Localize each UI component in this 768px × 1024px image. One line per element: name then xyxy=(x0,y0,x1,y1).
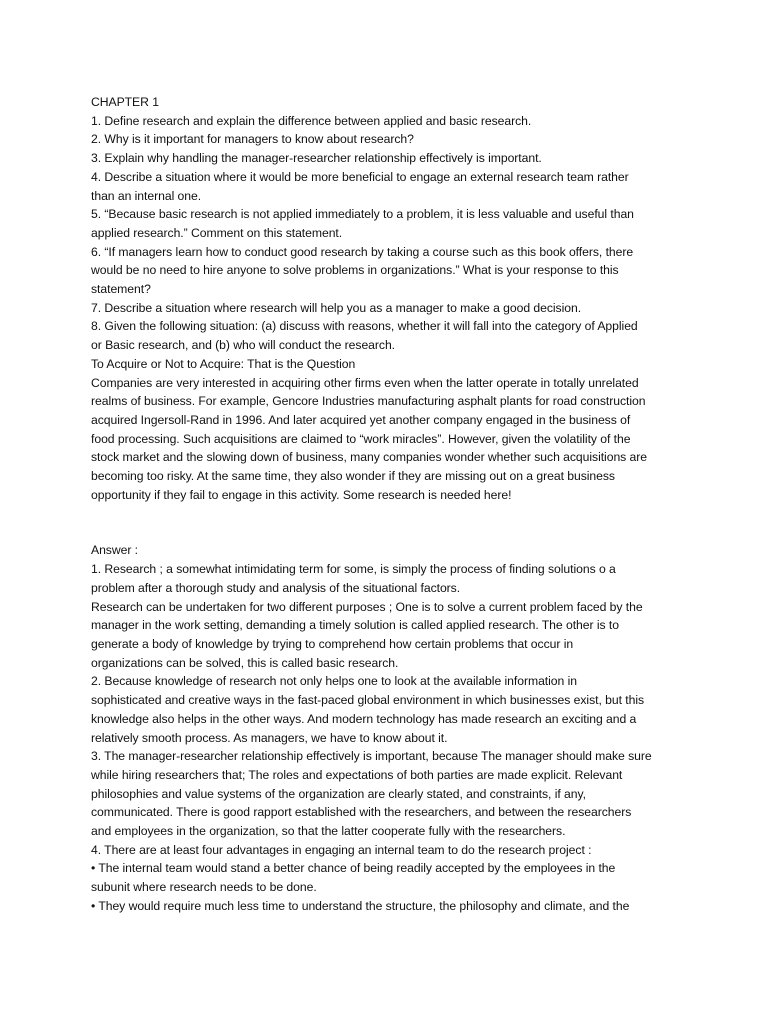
text-line: 8. Given the following situation: (a) discuss with reasons, whether it will fall into the category of Applied xyxy=(91,319,638,334)
text-line: 4. There are at least four advantages in engaging an internal team to do the research project : xyxy=(91,842,592,857)
text-line: Answer : xyxy=(91,543,139,558)
text-line: organizations can be solved, this is called basic research. xyxy=(91,655,399,670)
questions-section xyxy=(91,93,708,504)
text-line: • They would require much less time to understand the structure, the philosophy and climate, and the xyxy=(91,898,630,913)
text-line: 6. “If managers learn how to conduct good research by taking a course such as this book offers, there xyxy=(91,244,634,259)
text-line: generate a body of knowledge by trying to comprehend how certain problems that occur in xyxy=(91,636,574,651)
text-line: opportunity if they fail to engage in this activity. Some research is needed here! xyxy=(91,487,512,502)
text-line: 3. Explain why handling the manager-researcher relationship effectively is important. xyxy=(91,151,542,166)
text-line: 1. Research ; a somewhat intimidating term for some, is simply the process of finding solutions o a xyxy=(91,562,616,577)
text-line: and employees in the organization, so that the latter cooperate fully with the researchers. xyxy=(91,824,566,839)
text-line: than an internal one. xyxy=(91,188,202,203)
text-line: 7. Describe a situation where research will help you as a manager to make a good decision. xyxy=(91,300,582,315)
text-line: communicated. There is good rapport established with the researchers, and between the researchers xyxy=(91,805,632,820)
text-line: realms of business. For example, Gencore Industries manufacturing asphalt plants for road construction xyxy=(91,394,646,409)
text-line: food processing. Such acquisitions are claimed to “work miracles”. However, given the volatility of the xyxy=(91,431,631,446)
text-line: CHAPTER 1 xyxy=(91,95,159,109)
text-line: while hiring researchers that; The roles and expectations of both parties are made explicit. Relevant xyxy=(91,767,623,782)
text-line: 1. Define research and explain the difference between applied and basic research. xyxy=(91,113,532,128)
text-line: would be no need to hire anyone to solve problems in organizations.” What is your response to this xyxy=(91,263,619,278)
text-line: knowledge also helps in the other ways. And modern technology has made research an exciting and a xyxy=(91,711,637,726)
text-line: Research can be undertaken for two different purposes ; One is to solve a current problem faced by the xyxy=(91,599,643,614)
text-line: manager in the work setting, demanding a timely solution is called applied research. The other is to xyxy=(91,618,619,633)
answers-section xyxy=(91,541,708,915)
text-line: stock market and the slowing down of business, many companies wonder whether such acquisitions are xyxy=(91,450,648,465)
text-line: acquired Ingersoll-Rand in 1996. And later acquired yet another company engaged in the business of xyxy=(91,412,631,427)
text-line: 3. The manager-researcher relationship effectively is important, because The manager should make sure xyxy=(91,749,652,764)
text-line: problem after a thorough study and analysis of the situational factors. xyxy=(91,580,461,595)
text-line: 4. Describe a situation where it would be more beneficial to engage an external research team rather xyxy=(91,169,629,184)
text-line: subunit where research needs to be done. xyxy=(91,880,317,895)
text-line: To Acquire or Not to Acquire: That is the Question xyxy=(91,356,356,371)
text-line: 2. Because knowledge of research not only helps one to look at the available information in xyxy=(91,674,577,689)
text-line: becoming too risky. At the same time, they also wonder if they are missing out on a great business xyxy=(91,469,615,484)
text-line: 2. Why is it important for managers to know about research? xyxy=(91,132,414,147)
text-line: 5. “Because basic research is not applied immediately to a problem, it is less valuable and useful than xyxy=(91,207,634,222)
text-line: applied research.” Comment on this statement. xyxy=(91,225,343,240)
text-line: statement? xyxy=(91,282,151,297)
text-line: philosophies and value systems of the organization are clearly stated, and constraints, if any, xyxy=(91,786,586,801)
text-line: • The internal team would stand a better chance of being readily accepted by the employees in the xyxy=(91,861,616,876)
text-line: Companies are very interested in acquiring other firms even when the latter operate in totally unrelated xyxy=(91,375,639,390)
text-line: sophisticated and creative ways in the fast-paced global environment in which businesses exist, but this xyxy=(91,693,645,708)
text-line: or Basic research, and (b) who will conduct the research. xyxy=(91,338,396,353)
text-line: relatively smooth process. As managers, we have to know about it. xyxy=(91,730,448,745)
section-gap xyxy=(91,504,708,541)
